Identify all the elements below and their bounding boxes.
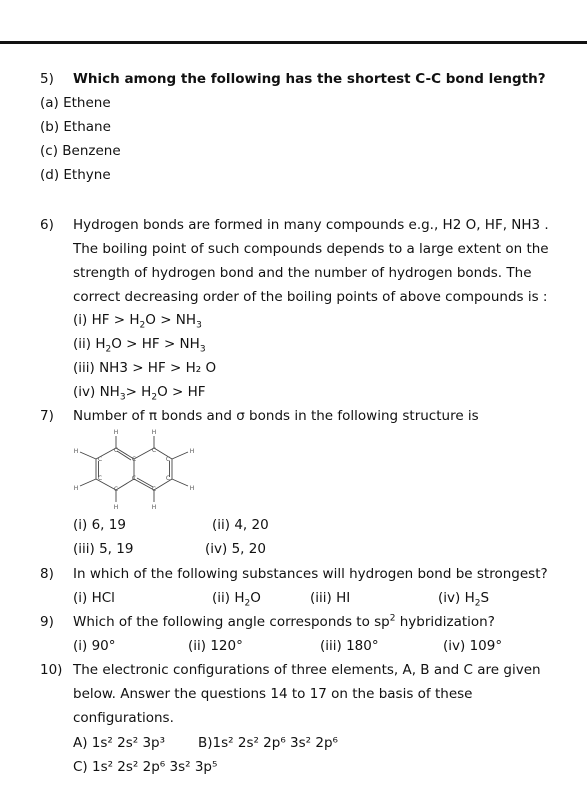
atom-c: C (97, 456, 103, 463)
q8-option-i: (i) HCl (73, 590, 115, 606)
q10-line-3: configurations. (73, 710, 174, 726)
atom-h: H (151, 429, 157, 436)
atom-c: C (151, 447, 157, 454)
q8-option-iv: (iv) $H_2S$ (438, 590, 490, 609)
atom-h: H (189, 485, 195, 492)
q8-option-ii: (ii) $H_2O$ (212, 590, 261, 609)
q7-option-iv: (iv) 5, 20 (205, 541, 266, 557)
q6-option-iii: (iii) NH3 > HF > H₂ O (73, 360, 217, 376)
q6-line-2: The boiling point of such compounds depends to a large extent on the (73, 241, 549, 257)
q5-option-d: (d) Ethyne (40, 167, 111, 183)
q6-option-ii: (ii) $H_2O$ > HF > $NH_3$ (73, 336, 206, 355)
atom-h: H (113, 429, 119, 436)
q7-option-i: (i) 6, 19 (73, 517, 126, 533)
q10-config-b: B)1s² 2s² 2p⁶ 3s² 2p⁶ (198, 735, 338, 751)
q5-option-a: (a) Ethene (40, 95, 111, 111)
atom-c: C (151, 486, 157, 493)
q10-config-a: A) 1s² 2s² 3p³ (73, 735, 166, 751)
q5-option-c: (c) Benzene (40, 143, 121, 159)
q9-question: Which of the following angle corresponds to $sp^2$ hybridization? (73, 613, 495, 630)
atom-c: C (113, 447, 119, 454)
q6-option-i: (i) HF > $H_2O > NH_3$ (73, 312, 202, 331)
q6-number: 6) (40, 217, 54, 233)
q5-question: Which among the following has the shortest C-C bond length? (73, 71, 546, 87)
q8-number: 8) (40, 566, 54, 582)
atom-h: H (73, 448, 79, 455)
q9-option-iii: (iii) 180° (320, 638, 379, 654)
atom-c: C (165, 475, 171, 482)
q10-number: 10) (40, 662, 63, 678)
q8-option-iii: (iii) HI (310, 590, 351, 606)
q9-option-i: (i) 90° (73, 638, 116, 654)
atom-h: H (189, 448, 195, 455)
atom-h: H (73, 485, 79, 492)
q10-line-2: below. Answer the questions 14 to 17 on the basis of these (73, 686, 473, 702)
top-rule (0, 41, 587, 44)
atom-c: C (165, 456, 171, 463)
q7-question: Number of π bonds and σ bonds in the following structure is (73, 408, 479, 424)
q9-option-ii: (ii) 120° (188, 638, 243, 654)
atom-c: C (97, 475, 103, 482)
q6-line-4: correct decreasing order of the boiling points of above compounds is : (73, 289, 548, 305)
q7-option-ii: (ii) 4, 20 (212, 517, 269, 533)
q6-line-1: Hydrogen bonds are formed in many compounds e.g., H2 O, HF, NH3 . (73, 217, 549, 233)
naphthalene-structure (66, 428, 216, 512)
q10-config-c: C) 1s² 2s² 2p⁶ 3s² 3p⁵ (73, 759, 218, 775)
atom-c: C (131, 456, 137, 463)
q9-number: 9) (40, 614, 54, 630)
atom-h: H (113, 504, 119, 511)
q5-option-b: (b) Ethane (40, 119, 111, 135)
q7-number: 7) (40, 408, 54, 424)
atom-c: C (131, 475, 137, 482)
q6-option-iv: (iv) $NH_3> H_2O$ > HF (73, 384, 206, 403)
q7-option-iii: (iii) 5, 19 (73, 541, 134, 557)
q10-line-1: The electronic configurations of three elements, A, B and C are given (73, 662, 541, 678)
atom-h: H (151, 504, 157, 511)
q6-line-3: strength of hydrogen bond and the number of hydrogen bonds. The (73, 265, 532, 281)
q5-number: 5) (40, 71, 54, 87)
atom-c: C (113, 486, 119, 493)
q8-question: In which of the following substances will hydrogen bond be strongest? (73, 566, 548, 582)
q9-option-iv: (iv) 109° (443, 638, 503, 654)
